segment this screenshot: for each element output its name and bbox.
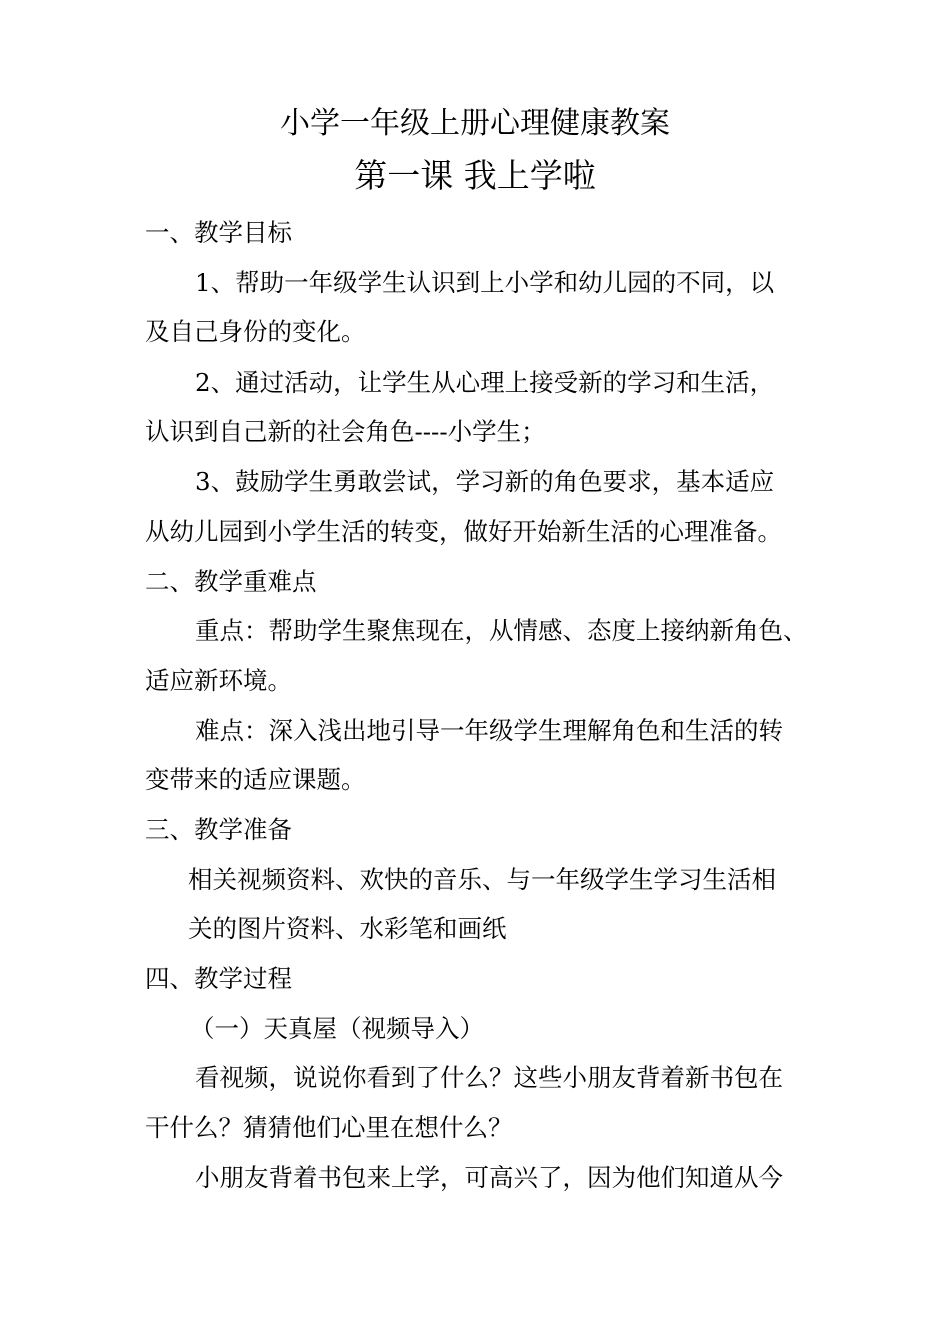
- objective-3-line-2: 从幼儿园到小学生活的转变，做好开始新生活的心理准备。: [145, 517, 782, 546]
- lesson-title: 第一课 我上学啦: [354, 156, 596, 195]
- difficulty-line-1: 难点：深入浅出地引导一年级学生理解角色和生活的转: [195, 716, 783, 745]
- process-subheading-1: （一）天真屋（视频导入）: [190, 1014, 484, 1043]
- process-para-2-line-1: 小朋友背着书包来上学，可高兴了，因为他们知道从今: [195, 1163, 783, 1192]
- preparation-line-2: 关的图片资料、水彩笔和画纸: [188, 914, 507, 943]
- objective-2-line-2: 认识到自己新的社会角色----小学生；: [145, 417, 546, 446]
- section-heading-objectives: 一、教学目标: [145, 218, 292, 247]
- difficulty-line-2: 变带来的适应课题。: [145, 765, 366, 794]
- objective-1-line-2: 及自己身份的变化。: [145, 317, 366, 346]
- objective-1-line-1: 1、帮助一年级学生认识到上小学和幼儿园的不同，以: [195, 268, 775, 297]
- focus-line-2: 适应新环境。: [145, 666, 292, 695]
- document-title: 小学一年级上册心理健康教案: [280, 106, 670, 141]
- process-para-1-line-2: 干什么？猜猜他们心里在想什么？: [145, 1113, 513, 1142]
- section-heading-preparation: 三、教学准备: [145, 815, 292, 844]
- process-para-1-line-1: 看视频，说说你看到了什么？这些小朋友背着新书包在: [195, 1063, 783, 1092]
- focus-line-1: 重点：帮助学生聚焦现在，从情感、态度上接纳新角色、: [195, 616, 808, 645]
- objective-3-line-1: 3、鼓励学生勇敢尝试，学习新的角色要求，基本适应: [195, 467, 775, 496]
- section-heading-process: 四、教学过程: [145, 964, 292, 993]
- section-heading-key-points: 二、教学重难点: [145, 567, 317, 596]
- preparation-line-1: 相关视频资料、欢快的音乐、与一年级学生学习生活相: [188, 865, 776, 894]
- objective-2-line-1: 2、通过活动，让学生从心理上接受新的学习和生活，: [195, 368, 775, 397]
